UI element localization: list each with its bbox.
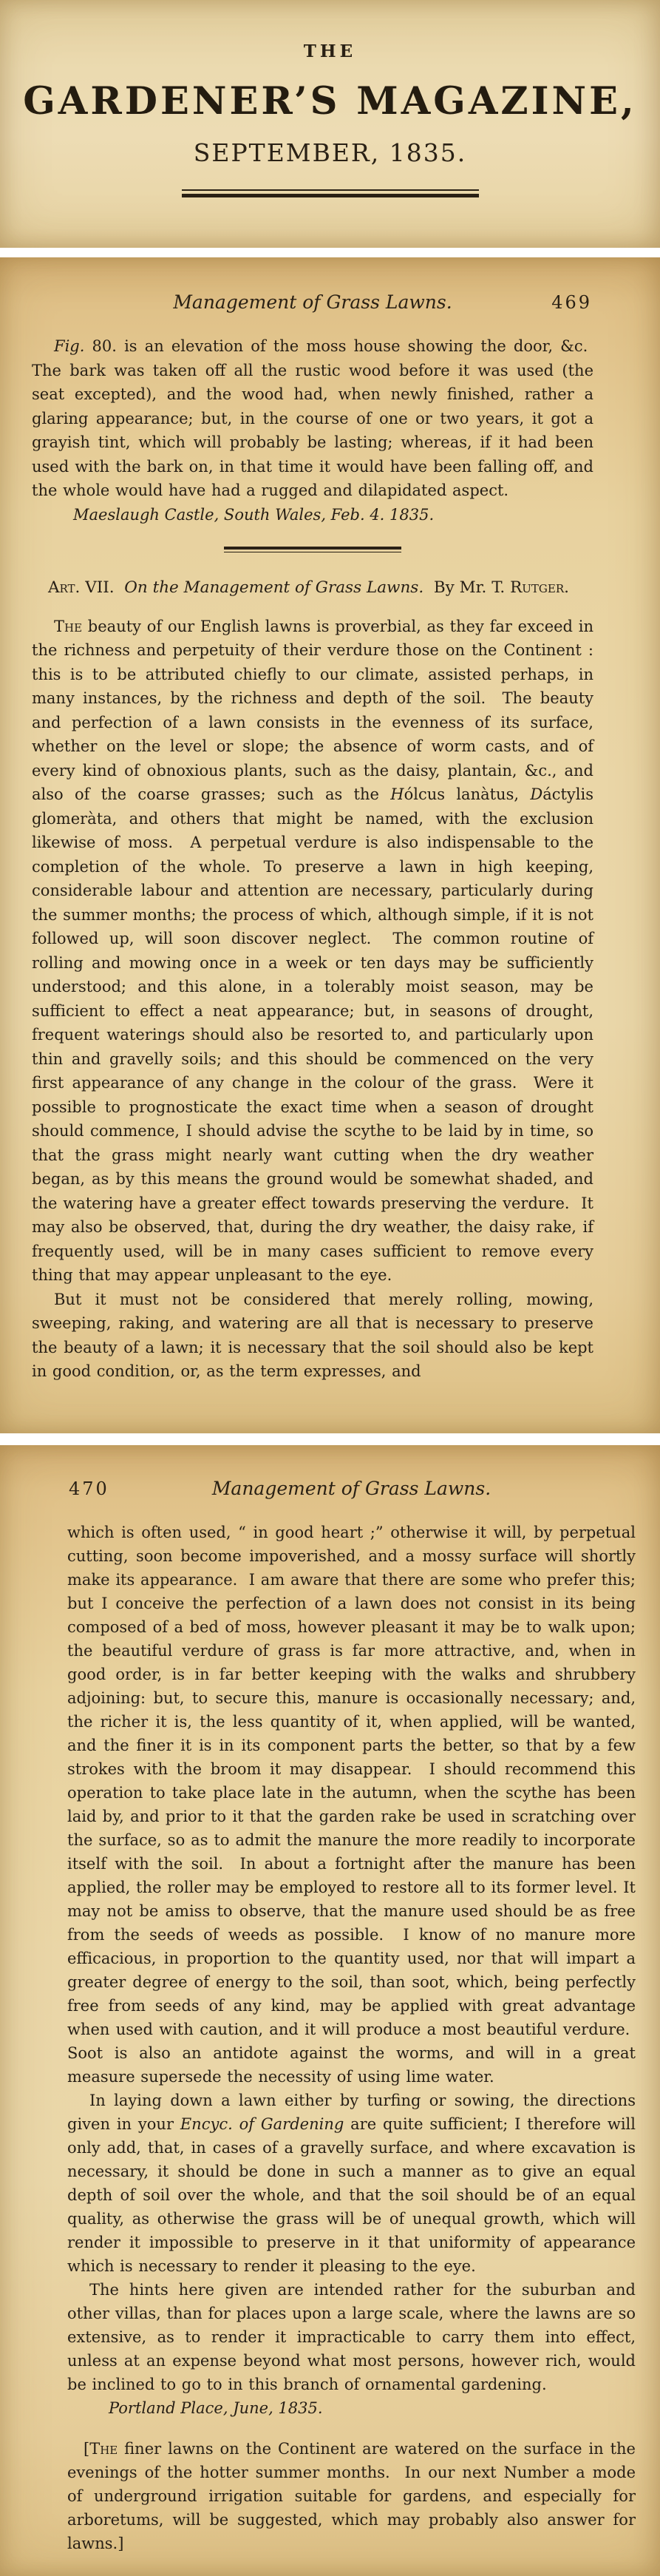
- paragraph-fig-80: Fig. 80. is an elevation of the moss house showing the door, &c. The bark was taken off all the rustic wood before it was used (the seat excepted), and the wood had, when newly finished, rather a glaring appearance; but, in the course of one or two years, it got a grayish tint, which will probably be lasting; whereas, if it had been used with the bark on, in that time it would have been falling off, and the whole would have had a rugged and dilapidated aspect.: [32, 337, 593, 499]
- signature-maeslaugh-castle: Maeslaugh Castle, South Wales, Feb. 4. 1835.: [73, 505, 435, 524]
- page-number: 470: [69, 1478, 109, 1499]
- masthead-kicker: THE: [303, 41, 357, 61]
- running-head-row: [67, 1478, 636, 1500]
- paragraph-lawn-beauty: The beauty of our English lawns is proverbial, as they far exceed in the richness and perpetuity of their verdure those on the Continent : this is to be attributed chiefly to our climate, assisted perhaps, in many instances, by the richness and depth of the soil. The beauty and perfection of a lawn consists in the evenness of its surface, whether on the level or slope; the absence of worm casts, and of every kind of obnoxious plants, such as the daisy, plantain, &c., and also of the coarse grasses; such as the Hólcus lanàtus, Dáctylis glomeràta, and others that might be named, with the exclusion likewise of moss. A perpetual verdure is also indispensable to the completion of the whole. To preserve a lawn in high keeping, considerable labour and attention are necessary, particularly during the summer months; the process of which, although simple, if it is not followed up, will soon discover neglect. The common routine of rolling and mowing once in a week or ten days may be sufficiently understood; and this alone, in a tolerably moist season, may be sufficient to effect a neat appearance; but, in seasons of drought, frequent waterings should also be resorted to, and particularly upon thin and gravelly soils; and this should be commenced on the very first appearance of any change in the colour of the grass. Were it possible to prognosticate the exact time when a season of drought should commence, I should advise the scythe to be laid by in time, so that the grass might nearly want cutting when the dry weather began, as by this means the ground would be somewhat shaded, and the watering have a greater effect towards preserving the verdure. It may also be observed, that, during the dry weather, the daisy rake, if frequently used, will be in many cases sufficient to remove every thing that may appear unpleasant to the eye.: [32, 617, 593, 1284]
- running-head: Management of Grass Lawns.: [211, 1478, 491, 1499]
- page-469: [0, 257, 660, 1433]
- paragraph-but-it-must: But it must not be considered that merely rolling, mowing, sweeping, raking, and watering are all that is necessary to preserve the beauty of a lawn; it is necessary that the soil should also be kept in good condition, or, as the term expresses, and: [32, 1290, 593, 1380]
- magazine-title: GARDENER’S MAGAZINE,: [23, 79, 637, 124]
- running-head: Management of Grass Lawns.: [173, 291, 452, 313]
- article-vii-heading: Art. VII. On the Management of Grass Lawns. By Mr. T. Rutger.: [48, 578, 569, 597]
- page-470: [0, 1445, 660, 2576]
- running-head-row: [32, 291, 593, 314]
- double-rule-divider: [182, 189, 479, 197]
- article-rule-divider: [224, 547, 401, 552]
- editor-note: [The finer lawns on the Continent are watered on the surface in the evenings of the hotter summer months. In our next Number a mode of underground irrigation suitable for gardens, and especially for arboretums, will be suggested, which may probably also answer for lawns.]: [67, 2440, 636, 2552]
- scan-gap: [0, 1433, 660, 1445]
- paragraph-hints-here-given: The hints here given are intended rather for the suburban and other villas, than for places upon a large scale, where the lawns are so extensive, as to render it impracticable to carry them into effect, unless at an expense beyond what most persons, however rich, would be inclined to go to in this branch of ornamental gardening.: [67, 2281, 636, 2393]
- signature-portland-place: Portland Place, June, 1835.: [109, 2399, 323, 2417]
- paragraph-in-good-heart: which is often used, “ in good heart ;” otherwise it will, by perpetual cutting, soon become impoverished, and a mossy surface will shortly make its appearance. I am aware that there are some who prefer this; but I conceive the perfection of a lawn does not consist in its being composed of a bed of moss, however pleasant it may be to walk upon; the beautiful verdure of grass is far more attractive, and, when in good order, is in far better keeping with the walks and shrubbery adjoining: but, to secure this, manure is occasionally necessary; and, the richer it is, the less quantity of it, when applied, will be wanted, and the finer it is in its component parts the better, so that by a few strokes with the broom it may disappear. I should recommend this operation to take place late in the autumn, when the scythe has been laid by, and prior to it that the garden rake be used in scratching over the surface, so as to admit the manure the more readily to incorporate itself with the soil. In about a fortnight after the manure has been applied, the roller may be employed to restore all to its former level. It may not be amiss to observe, that the manure used should be as free from the seeds of weeds as possible. I know of no manure more efficacious, in proportion to the quantity used, nor that will impart a greater degree of energy to the soil, than soot, which, being perfectly free from seeds of any kind, may be applied with great advantage when used with caution, and it will produce a most beautiful verdure. Soot is also an antidote against the worms, and will in a great measure supersede the necessity of using lime water.: [67, 1524, 636, 2086]
- issue-date: SEPTEMBER, 1835.: [193, 138, 467, 167]
- paragraph-laying-down-lawn: In laying down a lawn either by turfing or sowing, the directions given in your Encyc. of Gardening are quite sufficient; I therefore will only add, that, in cases of a gravelly surface, and where excavation is necessary, it should be done in such a manner as to give an equal depth of soil over the whole, and that the soil should be of an equal quality, as otherwise the grass will be of unequal growth, which will render it impossible to preserve in it that uniformity of appearance which is necessary to render it pleasing to the eye.: [67, 2092, 636, 2275]
- page-number: 469: [551, 292, 592, 313]
- scan-gap: [0, 248, 660, 257]
- masthead-section: [0, 0, 660, 248]
